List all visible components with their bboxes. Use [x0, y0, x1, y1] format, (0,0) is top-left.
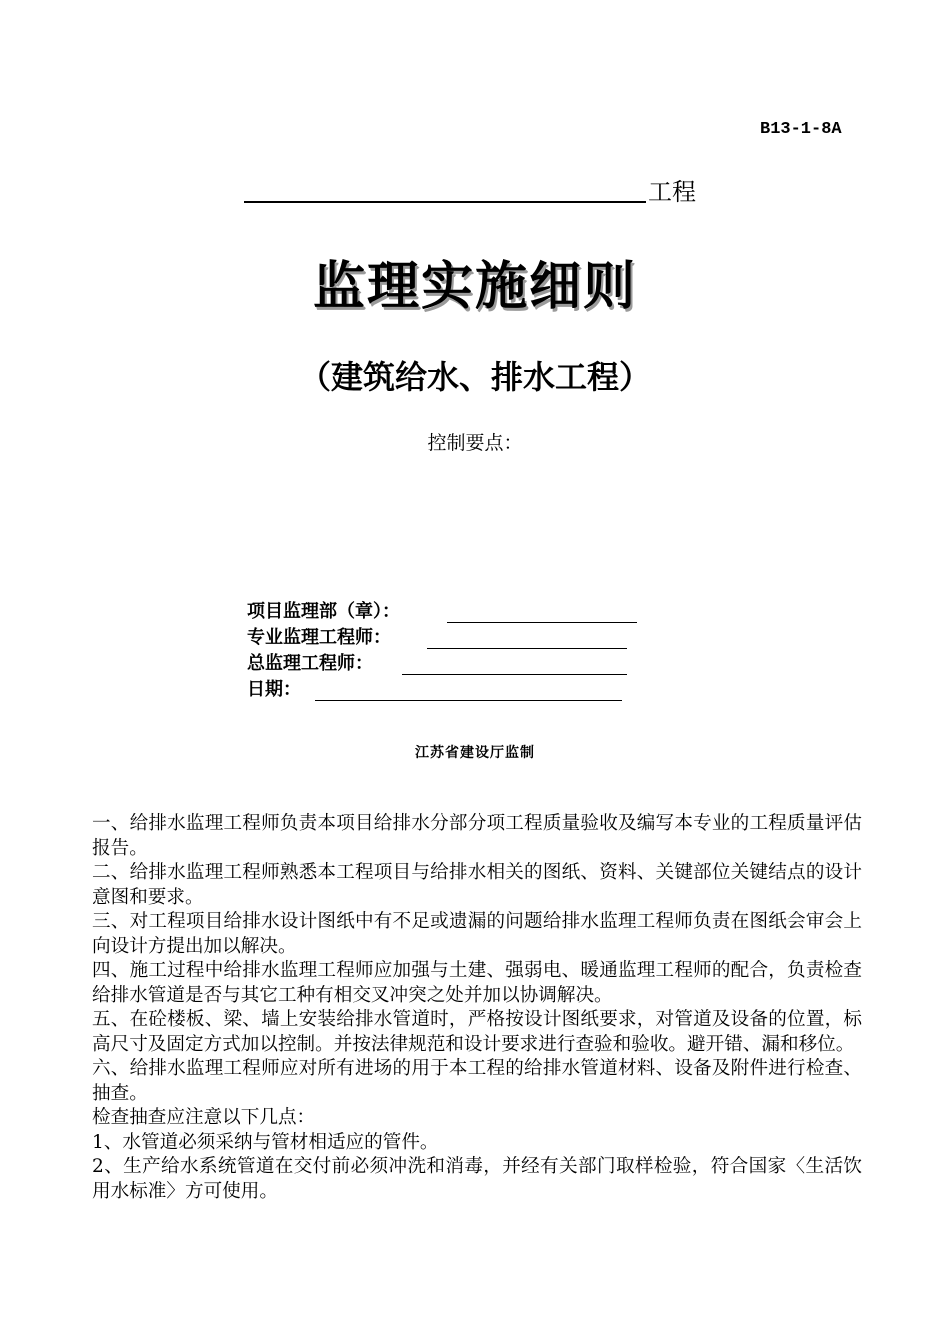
- engineer-row: [247, 626, 667, 652]
- engineer-label: 专业监理工程师：: [247, 627, 391, 648]
- project-suffix: 工程: [648, 178, 696, 206]
- control-points-label: 控制要点：: [427, 432, 523, 454]
- chief-row: [247, 652, 667, 678]
- signature-block: [247, 600, 667, 704]
- dept-row: [247, 600, 667, 626]
- date-label: 日期：: [247, 679, 301, 700]
- paragraph: 1、水管道必须采纳与管材相适应的管件。: [92, 1131, 439, 1153]
- date-blank: [315, 700, 622, 701]
- paragraph: 四、施工过程中给排水监理工程师应加强与土建、强弱电、暖通监理工程师的配合，负责检查给排水管道是否与其它工种有相交叉冲突之处并加以协调解决。: [92, 960, 862, 1006]
- dept-label: 项目监理部（章）：: [247, 601, 400, 622]
- paragraph: 三、对工程项目给排水设计图纸中有不足或遗漏的问题给排水监理工程师负责在图纸会审会上向设计方提出加以解决。: [92, 911, 862, 957]
- paragraph: 二、给排水监理工程师熟悉本工程项目与给排水相关的图纸、资料、关键部位关键结点的设计意图和要求。: [92, 862, 862, 908]
- engineer-blank: [427, 648, 627, 649]
- body-text: [92, 812, 862, 1204]
- paragraph: 五、在砼楼板、梁、墙上安装给排水管道时，严格按设计图纸要求，对管道及设备的位置，标高尺寸及固定方式加以控制。并按法律规范和设计要求进行查验和验收。避开错、漏和移位。: [92, 1009, 862, 1055]
- issuer-text: 江苏省建设厅监制: [415, 745, 535, 761]
- paragraph: 2、生产给水系统管道在交付前必须冲洗和消毒，并经有关部门取样检验，符合国家〈生活饮用水标准〉方可使用。: [92, 1156, 862, 1202]
- project-name-blank: [244, 201, 646, 203]
- date-row: [247, 678, 667, 704]
- main-title: 监理实施细则: [312, 257, 637, 317]
- subtitle: （建筑给水、排水工程）: [298, 358, 651, 396]
- document-code: B13-1-8A: [760, 120, 842, 139]
- paragraph: 检查抽查应注意以下几点：: [92, 1107, 316, 1128]
- chief-label: 总监理工程师：: [247, 653, 373, 674]
- paragraph: 一、给排水监理工程师负责本项目给排水分部分项工程质量验收及编写本专业的工程质量评估报告。: [92, 813, 862, 859]
- chief-blank: [402, 674, 627, 675]
- dept-blank: [447, 622, 637, 623]
- paragraph: 六、给排水监理工程师应对所有进场的用于本工程的给排水管道材料、设备及附件进行检查、抽查。: [92, 1058, 862, 1104]
- project-name-line: [244, 170, 714, 206]
